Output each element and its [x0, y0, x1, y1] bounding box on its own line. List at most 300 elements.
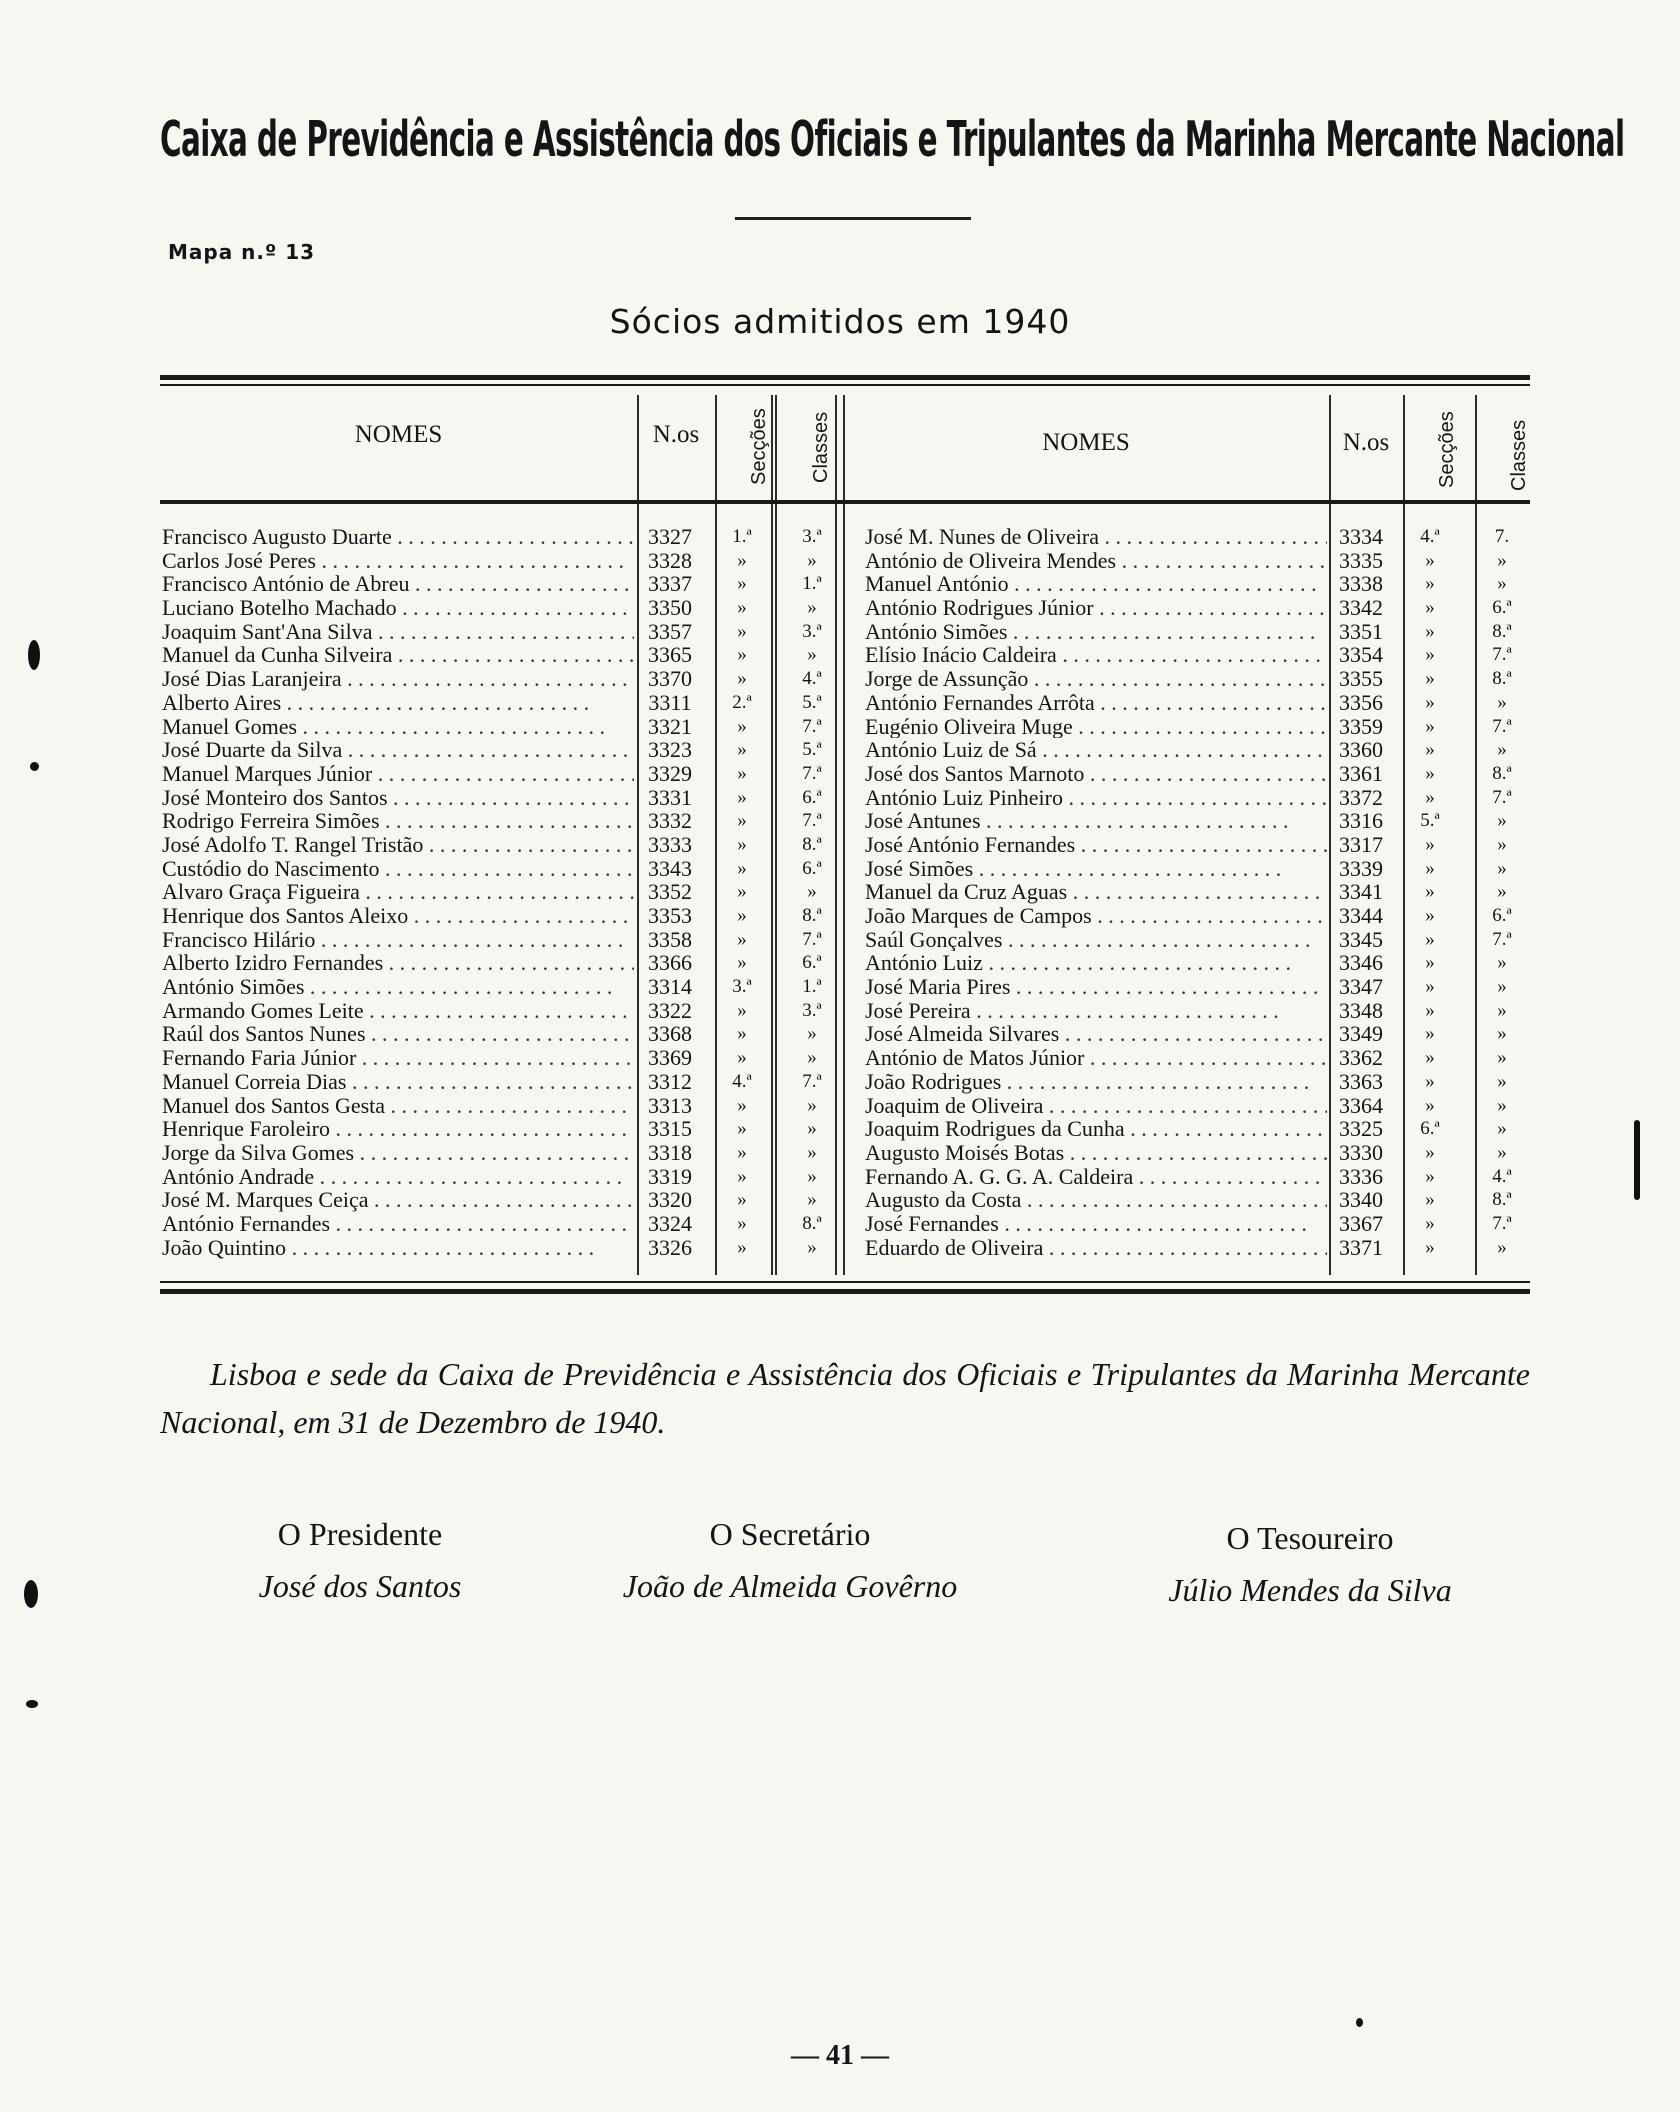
- member-name: Jorge da Silva Gomes . .: [162, 1141, 634, 1165]
- member-number: 3335: [1332, 549, 1390, 573]
- member-number: 3336: [1332, 1165, 1390, 1189]
- member-number: 3320: [648, 1187, 692, 1213]
- member-section: »: [1425, 573, 1435, 595]
- member-class: 7.ª: [1492, 786, 1512, 808]
- member-number: 3323: [648, 737, 692, 763]
- member-section: »: [1425, 905, 1435, 926]
- header-seccoes-left: Secções: [748, 408, 770, 485]
- member-number: 3359: [1332, 715, 1390, 739]
- member-section: 4.ª: [732, 1070, 752, 1092]
- member-name: José M. Marques Ceiça . .: [162, 1188, 634, 1212]
- member-name: Manuel da Cunha Silveira . .: [162, 643, 634, 667]
- member-name: Henrique Faroleiro . .: [162, 1117, 634, 1141]
- member-number: 3324: [648, 1210, 692, 1236]
- ink-speck: [1356, 2018, 1363, 2027]
- organization-title: Caixa de Previdência e Assistência dos Oficiais e Tripulantes da Marinha Mercante Nacional: [160, 111, 1625, 168]
- member-name: Carlos José Peres . .: [162, 549, 634, 573]
- member-number: 3361: [1332, 762, 1390, 786]
- member-name: António Rodrigues Júnior . .: [865, 596, 1327, 620]
- member-section: »: [737, 644, 747, 666]
- table-row: [160, 1165, 1530, 1189]
- member-class: 6.ª: [802, 786, 822, 808]
- member-class: 7.ª: [1492, 644, 1512, 666]
- member-class: 4.ª: [802, 668, 822, 690]
- member-section: »: [737, 810, 747, 832]
- member-class: 6.ª: [802, 952, 822, 974]
- table-row: [160, 1094, 1530, 1118]
- member-section: »: [1425, 1236, 1435, 1258]
- member-section: »: [737, 715, 747, 737]
- member-name: Joaquim de Oliveira . .: [865, 1094, 1327, 1118]
- table-bottom-rule-thin: [160, 1281, 1530, 1283]
- member-section: 3.ª: [732, 976, 752, 998]
- member-section: »: [1425, 1189, 1435, 1211]
- table-row: [160, 904, 1530, 928]
- table-row: [160, 643, 1530, 667]
- member-name: Francisco Hilário . .: [162, 928, 634, 952]
- member-section: »: [737, 833, 747, 855]
- member-name: Manuel dos Santos Gesta . .: [162, 1094, 634, 1118]
- member-name: António Fernandes . .: [162, 1212, 634, 1236]
- member-section: »: [737, 668, 747, 690]
- member-class: 1.ª: [802, 976, 822, 998]
- member-number: 3349: [1332, 1022, 1390, 1046]
- member-number: 3355: [1332, 667, 1390, 691]
- member-section: »: [1425, 691, 1435, 713]
- member-name: Jorge de Assunção . .: [865, 667, 1327, 691]
- member-class: 5.ª: [802, 739, 822, 761]
- member-number: 3330: [1332, 1141, 1390, 1165]
- member-class: »: [1497, 549, 1507, 571]
- member-class: »: [1497, 999, 1507, 1021]
- member-class: 8.ª: [802, 905, 822, 926]
- member-class: »: [807, 881, 817, 903]
- member-number: 3344: [1332, 904, 1390, 928]
- member-section: »: [737, 999, 747, 1021]
- member-class: 8.ª: [1492, 668, 1512, 690]
- table-row: [160, 1022, 1530, 1046]
- member-name: Alvaro Graça Figueira . .: [162, 880, 634, 904]
- member-section: 6.ª: [1420, 1118, 1440, 1140]
- ink-speck: [24, 1580, 38, 1608]
- member-section: »: [1425, 786, 1435, 808]
- member-class: 1.ª: [802, 573, 822, 595]
- member-class: »: [1497, 881, 1507, 903]
- signature-role: O Tesoureiro: [1226, 1520, 1394, 1556]
- member-name: José António Fernandes . .: [865, 833, 1327, 857]
- member-name: José M. Nunes de Oliveira . .: [865, 525, 1327, 549]
- table-top-rule-thin: [160, 384, 1530, 386]
- member-class: »: [807, 1047, 817, 1069]
- member-class: »: [1497, 952, 1507, 974]
- member-class: 4.ª: [1492, 1165, 1512, 1187]
- member-number: 3327: [648, 524, 692, 549]
- table-row: [160, 786, 1530, 810]
- member-section: »: [1425, 857, 1435, 879]
- member-name: Eduardo de Oliveira . .: [865, 1236, 1327, 1260]
- member-name: António Andrade . .: [162, 1165, 634, 1189]
- member-section: »: [1425, 620, 1435, 642]
- member-class: »: [807, 1236, 817, 1258]
- member-number: 3342: [1332, 596, 1390, 620]
- member-number: 3365: [648, 642, 692, 668]
- member-class: »: [1497, 573, 1507, 595]
- member-number: 3363: [1332, 1070, 1390, 1094]
- member-class: 7.ª: [802, 715, 822, 737]
- member-number: 3318: [648, 1139, 692, 1165]
- table-body: [160, 525, 1530, 1259]
- map-label: Mapa n.º 13: [168, 240, 316, 264]
- member-name: Augusto da Costa . .: [865, 1188, 1327, 1212]
- member-number: 3371: [1332, 1236, 1390, 1260]
- table-row: [160, 809, 1530, 833]
- member-name: Raúl dos Santos Nunes . .: [162, 1022, 634, 1046]
- ink-speck: [30, 762, 39, 771]
- member-number: 3319: [648, 1163, 692, 1189]
- member-number: 3347: [1332, 975, 1390, 999]
- table-row: [160, 975, 1530, 999]
- member-name: José Dias Laranjeira . .: [162, 667, 634, 691]
- table-row: [160, 620, 1530, 644]
- table-row: [160, 1236, 1530, 1260]
- header-nomes-right: NOMES: [1042, 429, 1130, 456]
- member-number: 3332: [648, 808, 692, 834]
- member-name: Fernando Faria Júnior . .: [162, 1046, 634, 1070]
- member-number: 3369: [648, 1045, 692, 1071]
- table-row: [160, 1046, 1530, 1070]
- member-name: Fernando A. G. G. A. Caldeira . .: [865, 1165, 1327, 1189]
- member-section: »: [737, 928, 747, 950]
- member-section: »: [737, 573, 747, 595]
- member-section: »: [1425, 1212, 1435, 1234]
- member-number: 3357: [648, 618, 692, 644]
- member-number: 3338: [1332, 572, 1390, 596]
- ink-speck: [28, 640, 40, 670]
- member-class: »: [1497, 1023, 1507, 1045]
- member-number: 3333: [648, 831, 692, 857]
- member-section: »: [737, 1023, 747, 1045]
- member-number: 3321: [648, 713, 692, 739]
- member-section: »: [737, 1212, 747, 1234]
- member-name: João Marques de Campos . .: [865, 904, 1327, 928]
- member-section: »: [1425, 597, 1435, 619]
- table-row: [160, 1141, 1530, 1165]
- member-number: 3316: [1332, 809, 1390, 833]
- table-row: [160, 951, 1530, 975]
- member-number: 3334: [1332, 525, 1390, 549]
- member-class: 8.ª: [1492, 762, 1512, 784]
- member-section: »: [737, 905, 747, 926]
- member-class: »: [1497, 1236, 1507, 1258]
- member-name: Eugénio Oliveira Muge . .: [865, 715, 1327, 739]
- table-row: [160, 691, 1530, 715]
- member-name: Manuel Gomes . .: [162, 715, 634, 739]
- table-row: [160, 667, 1530, 691]
- member-section: »: [1425, 715, 1435, 737]
- member-class: 8.ª: [802, 1212, 822, 1234]
- member-number: 3372: [1332, 786, 1390, 810]
- header-classes-right: Classes: [1508, 419, 1530, 491]
- member-class: »: [807, 1118, 817, 1140]
- member-section: »: [737, 739, 747, 761]
- member-class: 6.ª: [802, 857, 822, 879]
- member-class: 3.ª: [802, 999, 822, 1021]
- ink-speck: [26, 1700, 38, 1708]
- member-name: José Antunes . .: [865, 809, 1327, 833]
- member-section: »: [1425, 976, 1435, 998]
- member-section: »: [737, 1236, 747, 1258]
- member-class: 7.ª: [1492, 715, 1512, 737]
- member-class: »: [1497, 976, 1507, 998]
- member-number: 3315: [648, 1116, 692, 1142]
- member-number: 3353: [648, 903, 692, 928]
- member-class: 5.ª: [802, 691, 822, 713]
- member-class: 7.ª: [802, 762, 822, 784]
- member-section: »: [1425, 1094, 1435, 1116]
- member-name: Henrique dos Santos Aleixo . .: [162, 904, 634, 928]
- member-name: João Rodrigues . .: [865, 1070, 1327, 1094]
- member-name: José Pereira . .: [865, 999, 1327, 1023]
- member-name: Alberto Aires . .: [162, 691, 634, 715]
- member-section: »: [1425, 833, 1435, 855]
- member-class: »: [1497, 1141, 1507, 1163]
- member-section: »: [737, 597, 747, 619]
- member-section: »: [1425, 644, 1435, 666]
- member-number: 3311: [648, 689, 692, 715]
- member-name: António Simões . .: [162, 975, 634, 999]
- member-name: António Fernandes Arrôta . .: [865, 691, 1327, 715]
- member-class: 7.ª: [1492, 1212, 1512, 1234]
- header-numeros-right: N.os: [1342, 429, 1390, 456]
- table-row: [160, 1070, 1530, 1094]
- header-nomes-left: NOMES: [354, 421, 443, 448]
- member-class: »: [1497, 833, 1507, 855]
- member-class: »: [1497, 1070, 1507, 1092]
- member-class: »: [807, 1141, 817, 1163]
- member-number: 3362: [1332, 1046, 1390, 1070]
- table-row: [160, 762, 1530, 786]
- member-section: »: [737, 620, 747, 642]
- page-number: — 41 —: [791, 2040, 889, 2071]
- member-section: 4.ª: [1420, 526, 1440, 547]
- ink-speck: [1634, 1120, 1640, 1200]
- member-section: »: [737, 857, 747, 879]
- member-name: Custódio do Nascimento . .: [162, 857, 634, 881]
- member-number: 3337: [648, 571, 692, 597]
- member-number: 3339: [1332, 857, 1390, 881]
- header-classes-left: Classes: [810, 411, 832, 483]
- member-number: 3328: [648, 547, 692, 573]
- table-row: [160, 596, 1530, 620]
- member-number: 3326: [648, 1234, 692, 1260]
- member-section: »: [1425, 1070, 1435, 1092]
- members-table: [160, 373, 1530, 1309]
- member-name: António Luiz Pinheiro . .: [865, 786, 1327, 810]
- member-class: 3.ª: [802, 620, 822, 642]
- member-number: 3370: [648, 666, 692, 692]
- member-name: Manuel Marques Júnior . .: [162, 762, 634, 786]
- signature-name: Júlio Mendes da Silva: [1168, 1572, 1452, 1608]
- member-name: José Adolfo T. Rangel Tristão . .: [162, 833, 634, 857]
- signature-name: José dos Santos: [258, 1568, 462, 1604]
- member-name: Alberto Izidro Fernandes . .: [162, 951, 634, 975]
- header-seccoes-right: Secções: [1436, 411, 1458, 488]
- member-number: 3368: [648, 1021, 692, 1047]
- member-number: 3314: [648, 974, 692, 1000]
- member-section: »: [1425, 739, 1435, 761]
- member-name: Francisco Augusto Duarte . .: [162, 525, 634, 549]
- closing-statement: Lisboa e sede da Caixa de Previdência e Assistência dos Oficiais e Tripulantes da Marinha Mercante Nacional, em 31 de Dezembro de 1940.: [160, 1356, 1530, 1440]
- signature-role: O Presidente: [277, 1516, 443, 1552]
- member-name: Manuel António . .: [865, 572, 1327, 596]
- member-class: 3.ª: [802, 526, 822, 547]
- table-row: [160, 928, 1530, 952]
- member-number: 3358: [648, 926, 692, 952]
- member-section: »: [737, 1047, 747, 1069]
- member-name: José Simões . .: [865, 857, 1327, 881]
- table-row: [160, 715, 1530, 739]
- member-section: »: [1425, 549, 1435, 571]
- member-section: »: [1425, 762, 1435, 784]
- member-class: »: [1497, 691, 1507, 713]
- member-class: »: [1497, 739, 1507, 761]
- member-class: »: [807, 644, 817, 666]
- signature-role: O Secretário: [709, 1516, 871, 1552]
- member-section: »: [1425, 881, 1435, 903]
- member-number: 3322: [648, 997, 692, 1023]
- member-section: »: [737, 786, 747, 808]
- table-row: [160, 572, 1530, 596]
- member-section: »: [737, 1165, 747, 1187]
- member-class: »: [807, 549, 817, 571]
- member-name: Armando Gomes Leite . .: [162, 999, 634, 1023]
- member-section: »: [737, 549, 747, 571]
- member-section: »: [737, 1189, 747, 1211]
- header-bottom-rule: [160, 500, 1530, 504]
- member-class: 8.ª: [1492, 1189, 1512, 1211]
- member-name: Saúl Gonçalves . .: [865, 928, 1327, 952]
- table-row: [160, 833, 1530, 857]
- member-class: »: [807, 597, 817, 619]
- member-name: António Simões . .: [865, 620, 1327, 644]
- member-number: 3341: [1332, 880, 1390, 904]
- member-name: José Almeida Silvares . .: [865, 1022, 1327, 1046]
- member-section: »: [737, 952, 747, 974]
- member-section: »: [1425, 999, 1435, 1021]
- table-row: [160, 857, 1530, 881]
- title-underline: [735, 217, 971, 220]
- member-section: »: [1425, 1023, 1435, 1045]
- member-class: 7.ª: [802, 928, 822, 950]
- member-section: 5.ª: [1420, 810, 1440, 832]
- member-class: 7.ª: [802, 810, 822, 832]
- member-name: João Quintino . .: [162, 1236, 634, 1260]
- member-name: Joaquim Rodrigues da Cunha . .: [865, 1117, 1327, 1141]
- signature-secretario: [600, 1512, 980, 1616]
- member-name: Francisco António de Abreu . .: [162, 572, 634, 596]
- member-name: Augusto Moisés Botas . .: [865, 1141, 1327, 1165]
- signature-presidente: [180, 1512, 540, 1616]
- member-number: 3312: [648, 1068, 692, 1094]
- member-number: 3367: [1332, 1212, 1390, 1236]
- member-section: »: [737, 1141, 747, 1163]
- table-title: Sócios admitidos em 1940: [609, 302, 1071, 341]
- member-name: Manuel Correia Dias . .: [162, 1070, 634, 1094]
- member-class: »: [807, 1165, 817, 1187]
- member-number: 3350: [648, 595, 692, 621]
- member-number: 3331: [648, 784, 692, 810]
- member-number: 3325: [1332, 1117, 1390, 1141]
- member-class: »: [1497, 1094, 1507, 1116]
- member-section: »: [1425, 1141, 1435, 1163]
- member-section: »: [1425, 928, 1435, 950]
- signature-tesoureiro: [1120, 1516, 1500, 1620]
- member-class: 7.: [1494, 526, 1510, 547]
- table-row: [160, 1212, 1530, 1236]
- table-bottom-rule: [160, 1289, 1530, 1294]
- member-class: »: [1497, 1047, 1507, 1069]
- member-name: José Maria Pires . .: [865, 975, 1327, 999]
- member-section: »: [737, 1094, 747, 1116]
- member-section: »: [1425, 1047, 1435, 1069]
- member-name: António de Matos Júnior . .: [865, 1046, 1327, 1070]
- member-name: Elísio Inácio Caldeira . .: [865, 643, 1327, 667]
- member-class: 7.ª: [802, 1070, 822, 1092]
- member-number: 3354: [1332, 643, 1390, 667]
- member-number: 3356: [1332, 691, 1390, 715]
- member-name: Manuel da Cruz Aguas . .: [865, 880, 1327, 904]
- member-class: 6.ª: [1492, 905, 1512, 926]
- member-number: 3317: [1332, 833, 1390, 857]
- member-number: 3352: [648, 879, 692, 905]
- member-section: »: [737, 881, 747, 903]
- member-name: Joaquim Sant'Ana Silva . .: [162, 620, 634, 644]
- member-name: António Luiz de Sá . .: [865, 738, 1327, 762]
- member-number: 3343: [648, 855, 692, 881]
- table-row: [160, 880, 1530, 904]
- member-number: 3340: [1332, 1188, 1390, 1212]
- member-section: »: [1425, 1165, 1435, 1187]
- table-row: [160, 525, 1530, 549]
- member-class: 8.ª: [802, 833, 822, 855]
- member-number: 3348: [1332, 999, 1390, 1023]
- member-number: 3313: [648, 1092, 692, 1118]
- member-section: »: [737, 1118, 747, 1140]
- table-row: [160, 1117, 1530, 1141]
- member-class: »: [807, 1189, 817, 1211]
- table-row: [160, 999, 1530, 1023]
- member-name: António de Oliveira Mendes . .: [865, 549, 1327, 573]
- member-name: António Luiz . .: [865, 951, 1327, 975]
- member-class: 8.ª: [1492, 620, 1512, 642]
- member-number: 3366: [648, 950, 692, 976]
- member-section: »: [737, 762, 747, 784]
- table-row: [160, 738, 1530, 762]
- member-section: »: [1425, 952, 1435, 974]
- member-number: 3364: [1332, 1094, 1390, 1118]
- member-name: Rodrigo Ferreira Simões . .: [162, 809, 634, 833]
- member-name: José Monteiro dos Santos . .: [162, 786, 634, 810]
- member-number: 3329: [648, 760, 692, 786]
- signature-name: João de Almeida Govêrno: [622, 1568, 958, 1604]
- header-numeros-left: N.os: [652, 421, 700, 448]
- member-number: 3346: [1332, 951, 1390, 975]
- table-top-rule: [160, 375, 1530, 380]
- member-number: 3351: [1332, 620, 1390, 644]
- member-number: 3360: [1332, 738, 1390, 762]
- member-class: 7.ª: [1492, 928, 1512, 950]
- member-class: »: [1497, 857, 1507, 879]
